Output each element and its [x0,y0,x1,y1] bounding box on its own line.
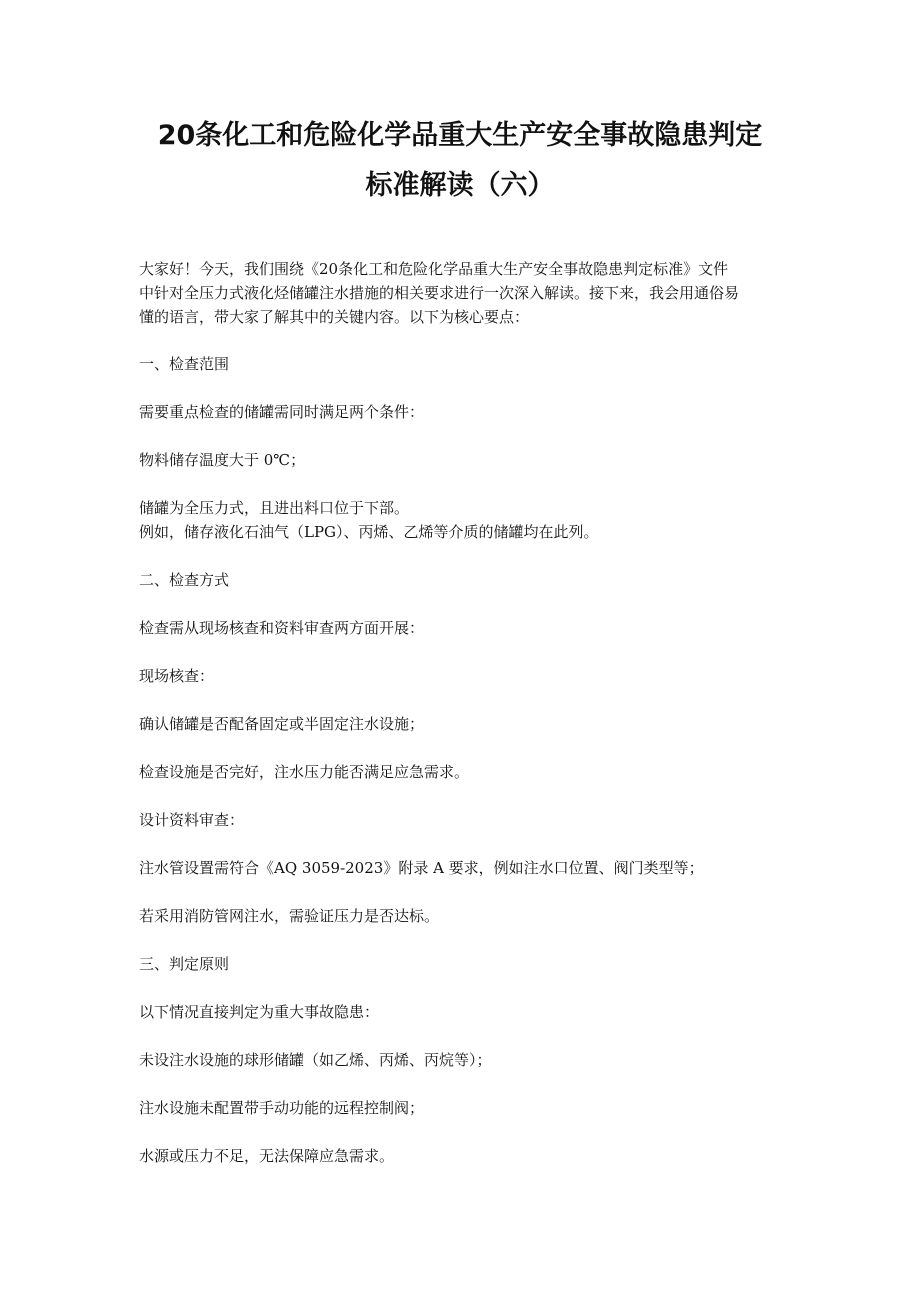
section-2-paragraph: 检查设施是否完好，注水压力能否满足应急需求。 [139,763,470,781]
intro-line: 大家好！今天，我们围绕《20条化工和危险化学品重大生产安全事故隐患判定标准》文件 [139,260,729,278]
intro-paragraph [139,257,789,329]
section-2-paragraph: 注水管设置需符合《AQ 3059-2023》附录 A 要求，例如注水口位置、阀门类型等； [139,859,704,877]
document-title-line-2: 标准解读（六） [365,170,555,201]
section-2-paragraph: 现场核查： [139,667,215,685]
section-1-paragraph: 例如，储存液化石油气（LPG）、丙烯、乙烯等介质的储罐均在此列。 [139,523,599,541]
section-3-heading: 三、判定原则 [139,955,230,973]
section-3-paragraph: 水源或压力不足，无法保障应急需求。 [139,1147,395,1165]
section-3-paragraph: 以下情况直接判定为重大事故隐患： [139,1003,380,1021]
section-1-paragraph: 储罐为全压力式，且进出料口位于下部。 [139,499,410,517]
section-2-paragraph: 确认储罐是否配备固定或半固定注水设施； [139,715,425,733]
section-2-paragraph: 设计资料审查： [139,811,245,829]
section-1-paragraph: 需要重点检查的储罐需同时满足两个条件： [139,403,425,421]
section-1-heading: 一、检查范围 [139,355,230,373]
section-3-paragraph: 未设注水设施的球形储罐（如乙烯、丙烯、丙烷等）； [139,1051,492,1069]
section-2-paragraph: 检查需从现场核查和资料审查两方面开展： [139,619,425,637]
section-3-paragraph: 注水设施未配置带手动功能的远程控制阀； [139,1099,425,1117]
section-2-paragraph: 若采用消防管网注水，需验证压力是否达标。 [139,907,440,925]
intro-line: 懂的语言，带大家了解其中的关键内容。以下为核心要点： [139,308,530,326]
document-title-line-1: 20条化工和危险化学品重大生产安全事故隐患判定 [157,120,763,151]
section-2-heading: 二、检查方式 [139,571,230,589]
section-1-paragraph: 物料储存温度大于 0℃； [139,451,306,469]
intro-line: 中针对全压力式液化烃储罐注水措施的相关要求进行一次深入解读。接下来，我会用通俗易 [139,284,740,302]
